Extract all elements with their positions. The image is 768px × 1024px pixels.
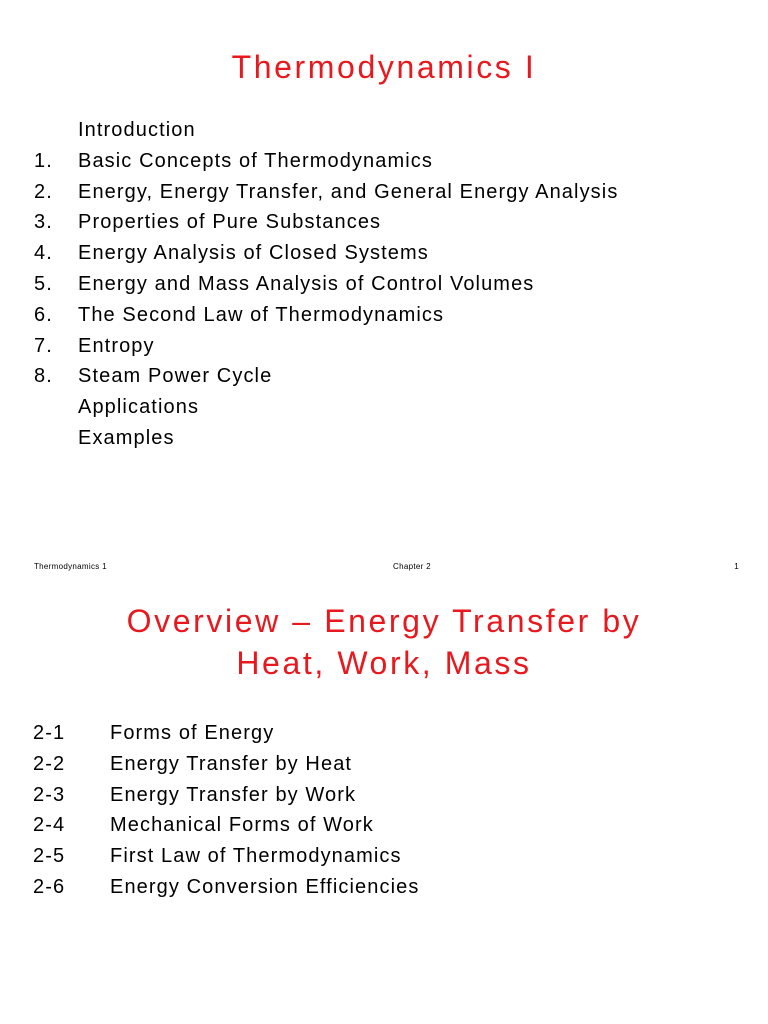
section-text: Energy Transfer by Heat bbox=[110, 752, 353, 775]
section-text: Energy Conversion Efficiencies bbox=[110, 875, 420, 898]
section-text: Energy Transfer by Work bbox=[110, 783, 357, 806]
section-text: Mechanical Forms of Work bbox=[110, 814, 374, 837]
title-line-1: Overview – Energy Transfer by bbox=[126, 603, 642, 639]
item-text: Examples bbox=[78, 426, 175, 449]
item-number: 3. bbox=[34, 211, 53, 234]
item-number: 5. bbox=[34, 272, 53, 295]
item-number: 6. bbox=[34, 303, 53, 326]
slide-footer bbox=[0, 561, 768, 573]
item-number: 2. bbox=[34, 180, 53, 203]
slide-title: Thermodynamics I bbox=[231, 49, 537, 85]
section-text: First Law of Thermodynamics bbox=[110, 845, 402, 868]
item-text: Properties of Pure Substances bbox=[78, 211, 382, 234]
item-text: Introduction bbox=[78, 119, 196, 141]
slide-overview bbox=[0, 580, 768, 1024]
section-number: 2-1 bbox=[33, 722, 66, 744]
item-number: 4. bbox=[34, 242, 53, 265]
item-text: Applications bbox=[78, 396, 200, 419]
footer-page-number: 1 bbox=[734, 562, 739, 571]
section-text: Forms of Energy bbox=[110, 722, 275, 744]
section-number: 2-5 bbox=[33, 845, 66, 868]
item-number: 8. bbox=[34, 365, 53, 388]
section-number: 2-2 bbox=[33, 752, 66, 775]
section-number: 2-6 bbox=[33, 875, 66, 898]
section-number: 2-3 bbox=[33, 783, 66, 806]
item-number: 7. bbox=[34, 334, 53, 357]
footer-course: Thermodynamics 1 bbox=[34, 562, 107, 571]
item-number: 1. bbox=[34, 149, 53, 172]
item-text: Entropy bbox=[78, 334, 155, 357]
title-line-2: Heat, Work, Mass bbox=[236, 645, 532, 681]
item-text: Steam Power Cycle bbox=[78, 365, 273, 388]
item-text: Energy Analysis of Closed Systems bbox=[78, 242, 429, 265]
slide-title bbox=[0, 600, 768, 684]
footer-chapter: Chapter 2 bbox=[393, 562, 431, 571]
section-number: 2-4 bbox=[33, 814, 66, 837]
item-text: Energy, Energy Transfer, and General Energy Analysis bbox=[78, 180, 619, 203]
item-text: Basic Concepts of Thermodynamics bbox=[78, 149, 433, 172]
item-text: Energy and Mass Analysis of Control Volumes bbox=[78, 272, 535, 295]
item-text: The Second Law of Thermodynamics bbox=[78, 303, 445, 326]
